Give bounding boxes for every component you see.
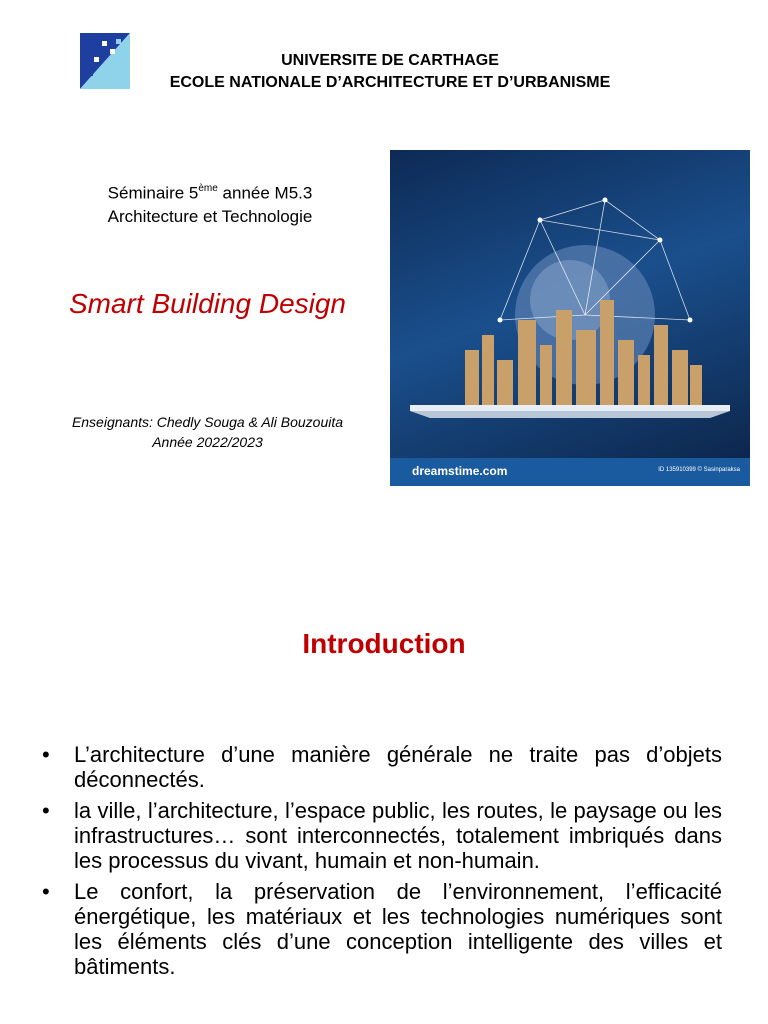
smart-city-image <box>390 150 750 486</box>
course-title: Smart Building Design <box>68 288 347 319</box>
introduction-heading: Introduction <box>302 628 466 659</box>
teachers-info <box>40 412 375 452</box>
image-credit-bar <box>390 458 750 486</box>
list-item: • L’architecture d’une manière générale ne traite pas d’objets déconnectés. <box>42 742 722 792</box>
academic-year: Année 2022/2023 <box>152 434 263 450</box>
seminar-info <box>60 178 360 228</box>
list-item: • Le confort, la préservation de l’environnement, l’efficacité énergétique, les matériaux et les technologies numériques sont les éléments clés d’une conception intelligente des villes et bâtiments. <box>42 879 722 979</box>
seminar-subject: Architecture et Technologie <box>107 206 313 226</box>
university-name: UNIVERSITE DE CARTHAGE <box>281 52 499 69</box>
teachers-names: Enseignants: Chedly Souga & Ali Bouzouita <box>71 414 344 430</box>
image-brand: dreamstime.com <box>412 464 508 478</box>
image-id: ID 135910399 © Sasinparaksa <box>658 467 740 473</box>
school-name: ECOLE NATIONALE D’ARCHITECTURE ET D’URBANISME <box>169 74 611 91</box>
institution-header <box>120 50 660 94</box>
seminar-year: Séminaire 5ème année M5.3 <box>107 183 313 203</box>
list-item: • la ville, l’architecture, l’espace public, les routes, le paysage ou les infrastructures… sont interconnectés, totalement imbriqués dans les processus du vivant, humain et non-humain. <box>42 798 722 873</box>
introduction-bullets <box>42 742 722 985</box>
